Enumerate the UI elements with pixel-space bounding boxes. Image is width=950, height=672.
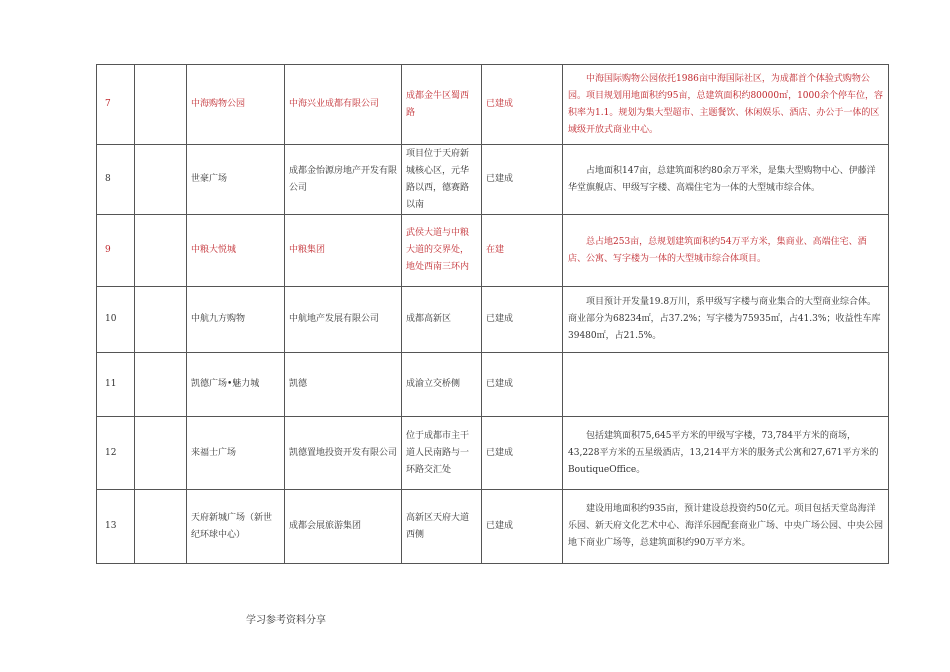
empty-cell xyxy=(135,417,187,490)
location: 成都金牛区蜀西路 xyxy=(402,65,482,145)
row-number: 9 xyxy=(97,215,135,287)
description: 总占地253亩，总规划建筑面积约54万平方米，集商业、高端住宅、酒店、公寓、写字楼为一体的大型城市综合体项目。 xyxy=(563,215,889,287)
developer: 凯德置地投资开发有限公司 xyxy=(285,417,402,490)
project-name: 中海购物公园 xyxy=(187,65,285,145)
description: 中海国际购物公园依托1986亩中海国际社区，为成都首个体验式购物公园。项目规划用地面积约95亩，总建筑面积约80000㎡，1000余个停车位，容积率为1.1。规划为集大型超市、主题餐饮、休闲娱乐、酒店、办公于一体的区域级开放式商业中心。 xyxy=(563,65,889,145)
project-name: 凯德广场•魅力城 xyxy=(187,353,285,417)
status: 已建成 xyxy=(482,417,563,490)
table-row xyxy=(97,490,889,564)
table-row xyxy=(97,287,889,353)
table-row xyxy=(97,417,889,490)
row-number: 11 xyxy=(97,353,135,417)
footer-text: 学习参考资料分享 xyxy=(246,615,326,626)
description: 包括建筑面积75,645平方米的甲级写字楼，73,784平方米的商场，43,228平方米的五星级酒店，13,214平方米的服务式公寓和27,671平方米的BoutiqueOffice。 xyxy=(563,417,889,490)
table-row xyxy=(97,353,889,417)
empty-cell xyxy=(135,490,187,564)
row-number: 10 xyxy=(97,287,135,353)
description: 占地面积147亩，总建筑面积约80余万平米，是集大型购物中心、伊藤洋华堂旗舰店、甲级写字楼、高端住宅为一体的大型城市综合体。 xyxy=(563,145,889,215)
table-row xyxy=(97,145,889,215)
status: 已建成 xyxy=(482,287,563,353)
empty-cell xyxy=(135,287,187,353)
description: 建设用地面积约935亩，预计建设总投资约50亿元。项目包括天堂岛海洋乐园、新天府文化艺术中心、海洋乐园配套商业广场、中央广场公园、中央公园地下商业广场等，总建筑面积约90万平方米。 xyxy=(563,490,889,564)
description: 项目预计开发量19.8万川，系甲级写字楼与商业集合的大型商业综合体。商业部分为68234㎡，占37.2%；写字楼为75935㎡，占41.3%；收益性车库39480㎡，占21.5%。 xyxy=(563,287,889,353)
status: 已建成 xyxy=(482,353,563,417)
location: 成渝立交桥侧 xyxy=(402,353,482,417)
table-row xyxy=(97,65,889,145)
project-name: 来福士广场 xyxy=(187,417,285,490)
row-number: 12 xyxy=(97,417,135,490)
empty-cell xyxy=(135,215,187,287)
developer: 成都会展旅游集团 xyxy=(285,490,402,564)
project-name: 世豪广场 xyxy=(187,145,285,215)
location: 武侯大道与中粮大道的交界处，地处西南三环内 xyxy=(402,215,482,287)
empty-cell xyxy=(135,65,187,145)
developer: 凯德 xyxy=(285,353,402,417)
empty-cell xyxy=(135,353,187,417)
table-row xyxy=(97,215,889,287)
developer: 中粮集团 xyxy=(285,215,402,287)
location: 成都高新区 xyxy=(402,287,482,353)
status: 已建成 xyxy=(482,145,563,215)
location: 项目位于天府新城核心区，元华路以西，德赛路以南 xyxy=(402,145,482,215)
location: 高新区天府大道西侧 xyxy=(402,490,482,564)
empty-cell xyxy=(135,145,187,215)
developer: 中海兴业成都有限公司 xyxy=(285,65,402,145)
status: 已建成 xyxy=(482,65,563,145)
row-number: 7 xyxy=(97,65,135,145)
status: 已建成 xyxy=(482,490,563,564)
project-table xyxy=(96,64,889,564)
status: 在建 xyxy=(482,215,563,287)
project-name: 天府新城广场（新世纪环球中心） xyxy=(187,490,285,564)
project-name: 中航九方购物 xyxy=(187,287,285,353)
row-number: 8 xyxy=(97,145,135,215)
developer: 成都金怡源房地产开发有限公司 xyxy=(285,145,402,215)
location: 位于成都市主干道人民南路与一环路交汇处 xyxy=(402,417,482,490)
row-number: 13 xyxy=(97,490,135,564)
developer: 中航地产发展有限公司 xyxy=(285,287,402,353)
description xyxy=(563,353,889,417)
project-name: 中粮大悦城 xyxy=(187,215,285,287)
